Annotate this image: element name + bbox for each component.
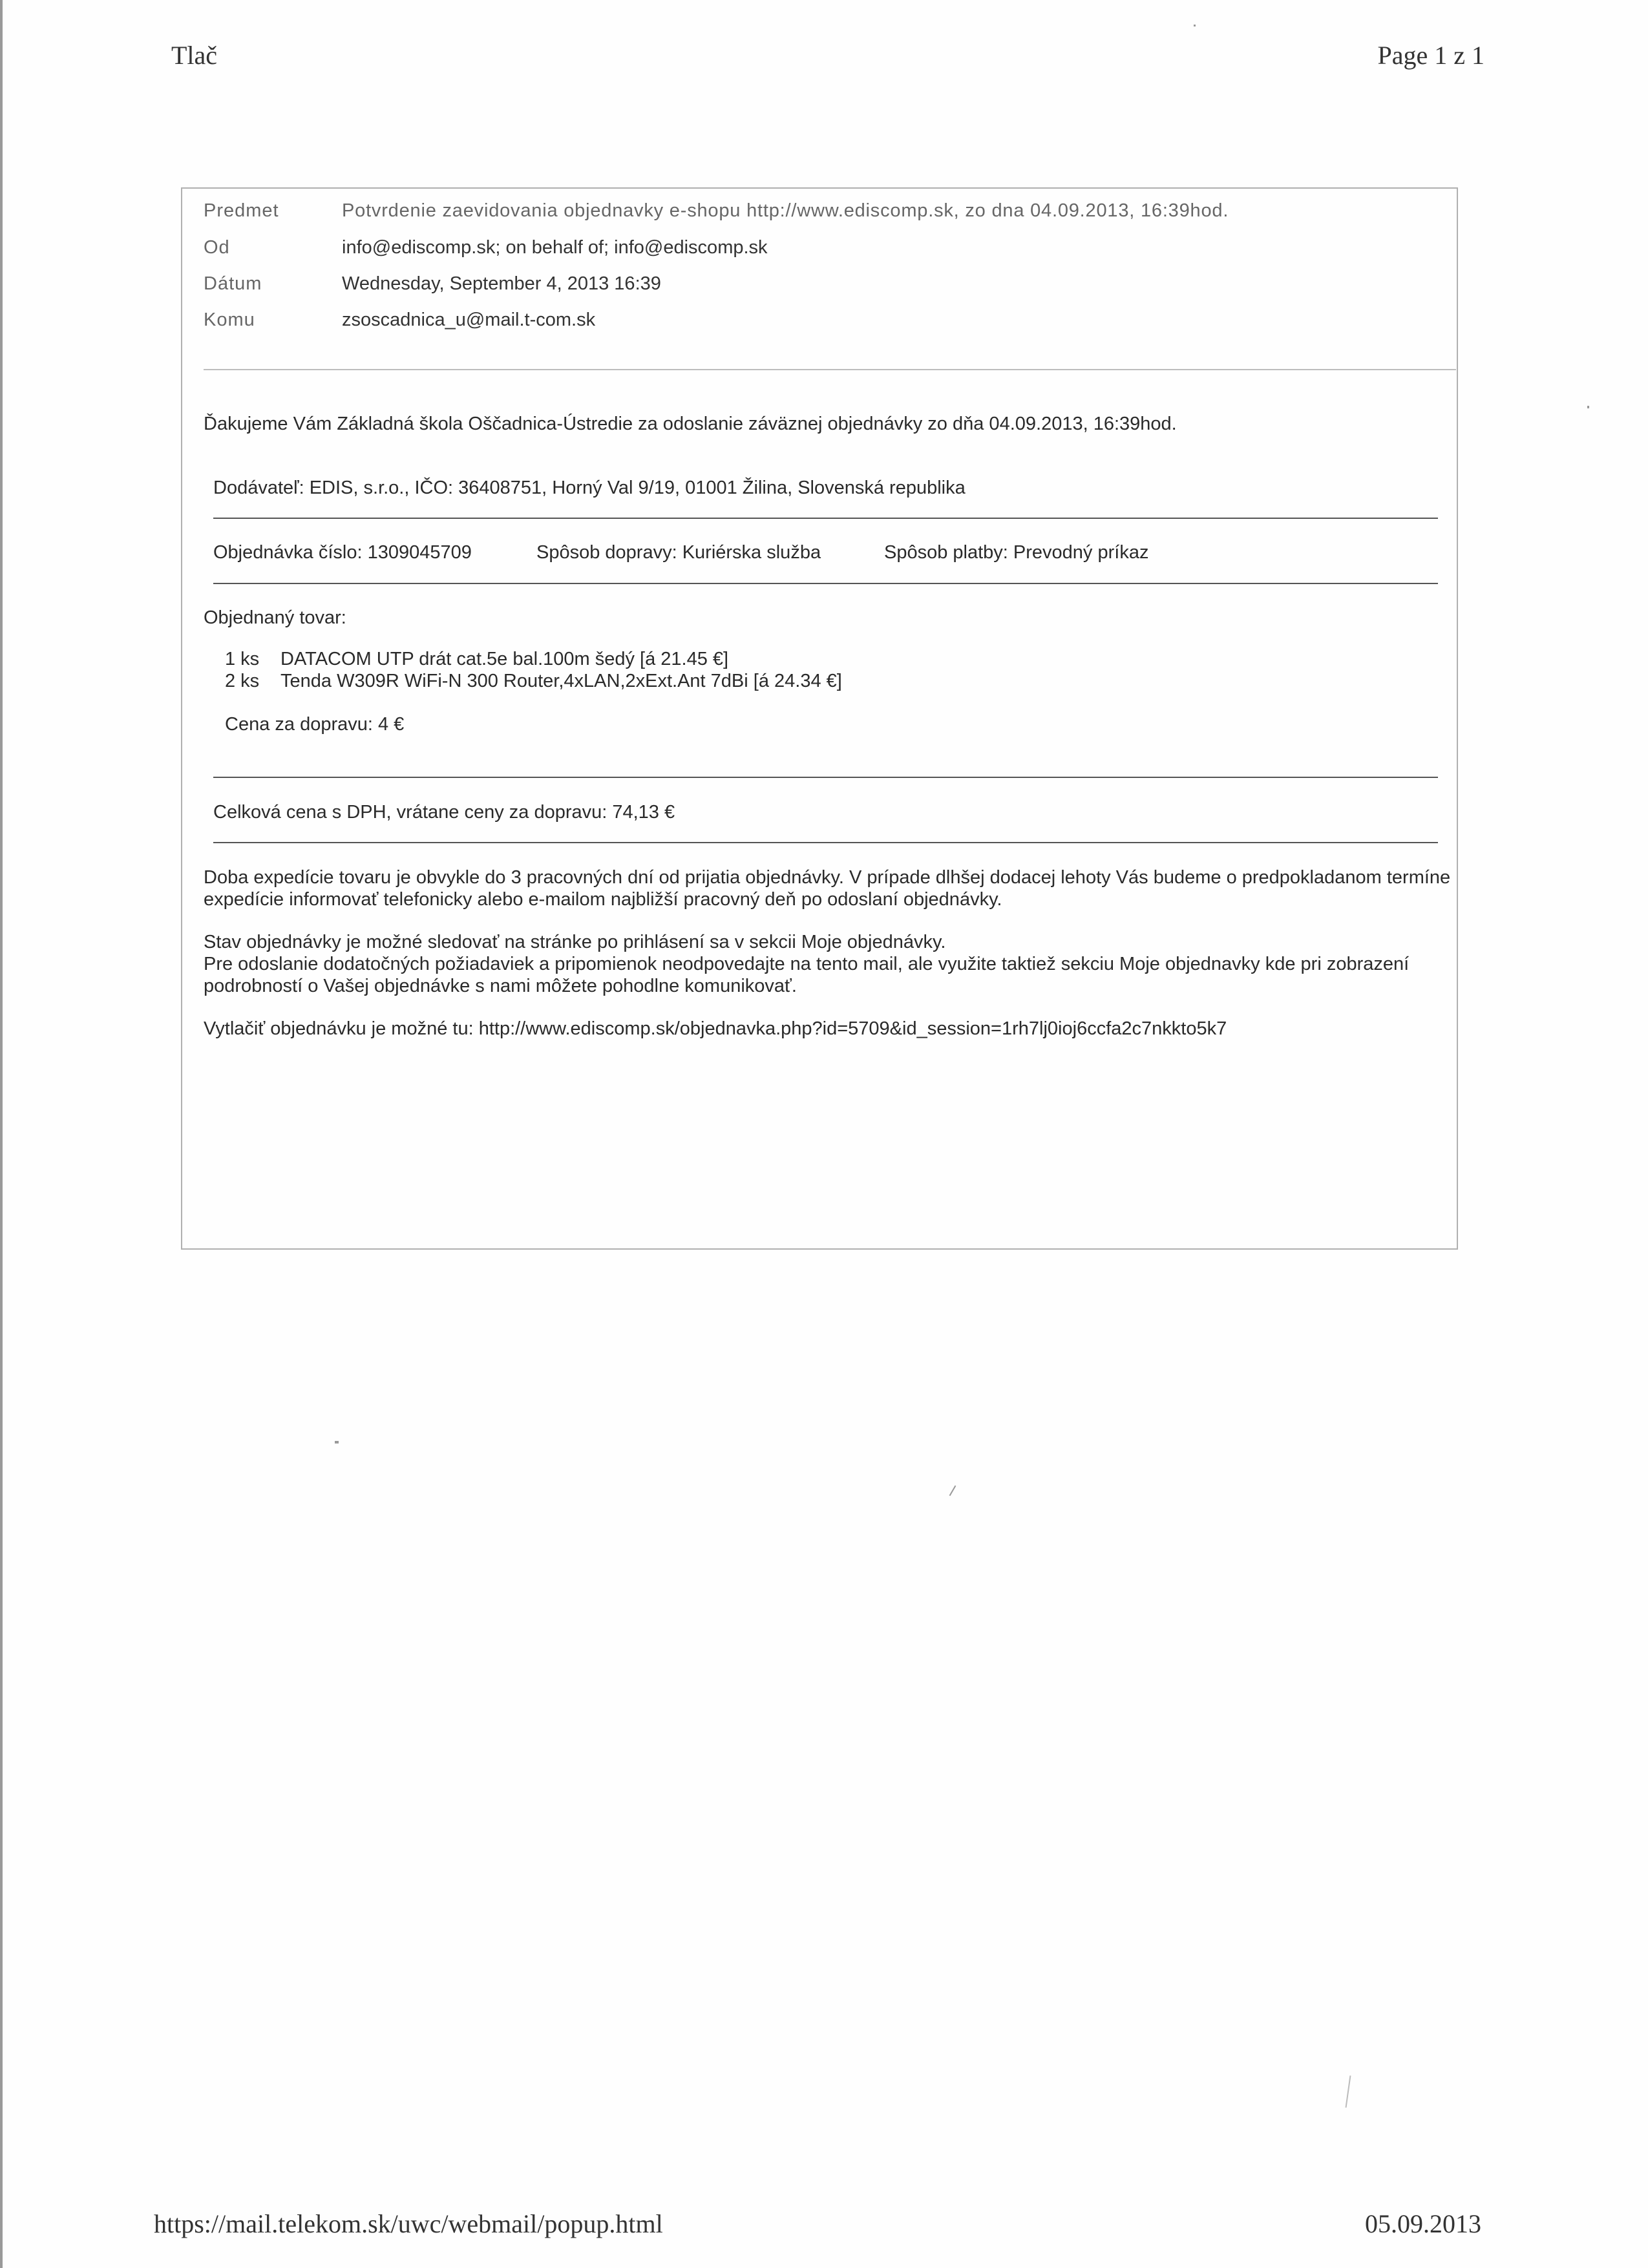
header-label-from: Od (204, 237, 230, 258)
scan-edge (0, 0, 3, 2268)
total-separator-top (213, 777, 1438, 778)
expedition-info: Doba expedície tovaru je obvykle do 3 pracovných dní od prijatia objednávky. V prípade dlhšej dodacej lehoty Vás budeme o predpokladanom termíne expedície informovať telefonicky alebo e-mailom najbližší pracovný deň po odoslaní objednávky. (204, 867, 1451, 910)
header-value-from: info@ediscomp.sk; on behalf of; info@ediscomp.sk (342, 237, 768, 258)
supplier-line: Dodávateľ: EDIS, s.r.o., IČO: 36408751, Horný Val 9/19, 01001 Žilina, Slovenská republika (213, 478, 966, 498)
scan-speck (949, 1486, 956, 1496)
shipping-price: Cena za dopravu: 4 € (225, 714, 405, 735)
communication-info: Pre odoslanie dodatočných požiadaviek a pripomienok neodpovedajte na tento mail, ale využite taktiež sekciu Moje objednavky kde pri zobrazení podrobností o Vašej objednávke s nami môžete pohodlne komunikovať. (204, 954, 1410, 996)
order-item-name: Tenda W309R WiFi-N 300 Router,4xLAN,2xExt.Ant 7dBi [á 24.34 €] (280, 671, 842, 691)
scan-speck (1194, 25, 1196, 26)
header-label-subject: Predmet (204, 200, 279, 221)
order-number: Objednávka číslo: 1309045709 (213, 542, 472, 563)
payment-method: Spôsob platby: Prevodný príkaz (884, 542, 1149, 563)
header-value-subject: Potvrdenie zaevidovania objednavky e-shopu http://www.ediscomp.sk, zo dna 04.09.2013, 16:39hod. (342, 200, 1229, 221)
supplier-separator (213, 518, 1438, 519)
email-message-frame (181, 187, 1458, 1250)
print-header-page-number: Page 1 z 1 (1377, 41, 1484, 70)
delivery-method: Spôsob dopravy: Kuriérska služba (536, 542, 821, 563)
total-price: Celková cena s DPH, vrátane ceny za dopravu: 74,13 € (213, 802, 675, 823)
print-header-title: Tlač (171, 41, 218, 70)
order-item-qty: 2 ks (225, 671, 260, 691)
header-label-date: Dátum (204, 273, 262, 294)
header-value-date: Wednesday, September 4, 2013 16:39 (342, 273, 661, 294)
header-label-to: Komu (204, 310, 255, 330)
order-item-name: DATACOM UTP drát cat.5e bal.100m šedý [á 21.45 €] (280, 649, 729, 669)
scan-speck (335, 1441, 339, 1444)
order-status-info: Stav objednávky je možné sledovať na stránke po prihlásení sa v sekcii Moje objednávky. (204, 932, 946, 952)
print-footer-url: https://mail.telekom.sk/uwc/webmail/popup.html (154, 2209, 663, 2238)
print-footer-date: 05.09.2013 (1365, 2209, 1481, 2238)
thanks-line: Ďakujeme Vám Základná škola Oščadnica-Ústredie za odoslanie záväznej objednávky zo dňa 04.09.2013, 16:39hod. (204, 414, 1177, 434)
order-info-separator (213, 583, 1438, 584)
scan-speck (1346, 2075, 1351, 2108)
ordered-goods-label: Objednaný tovar: (204, 607, 346, 628)
order-item-qty: 1 ks (225, 649, 260, 669)
print-order-link-line[interactable]: Vytlačiť objednávku je možné tu: http://www.ediscomp.sk/objednavka.php?id=5709&id_session=1rh7lj0ioj6ccfa2c7nkkto5k7 (204, 1018, 1227, 1039)
header-value-to: zsoscadnica_u@mail.t-com.sk (342, 310, 596, 330)
scan-speck (1587, 406, 1589, 408)
total-separator-bottom (213, 842, 1438, 843)
header-separator (204, 369, 1456, 370)
